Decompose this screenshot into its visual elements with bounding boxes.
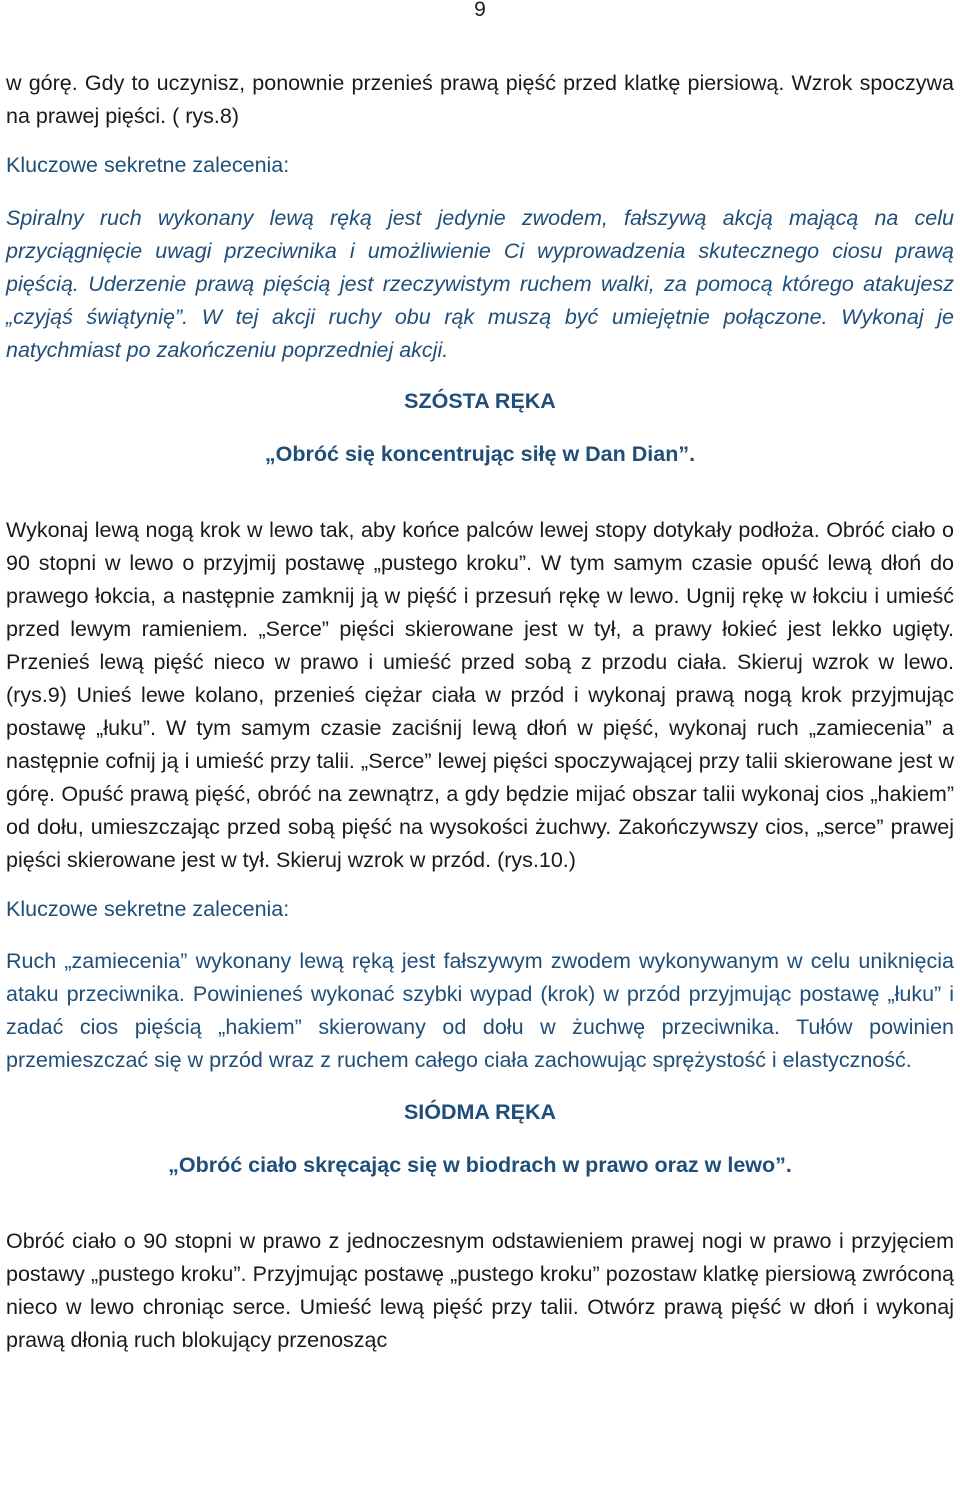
key-advice-heading-2: Kluczowe sekretne zalecenia: <box>6 897 290 921</box>
key-advice-text-2: Ruch „zamiecenia” wykonany lewą ręką jest fałszywym zwodem wykonywanym w celu uniknięcia ataku przeciwnika. Powinieneś wykonać szybki wypad (krok) w przód przyjmując postawę „łuku” i zadać cios pięścią „hakiem” skierowany od dołu w żuchwę przeciwnika. Tułów powinien przemieszczać się w przód wraz z ruchem całego ciała zachowując sprężystość i elastyczność. <box>6 949 954 1072</box>
section-7-body: Obróć ciało o 90 stopni w prawo z jednoczesnym odstawieniem prawej nogi w prawo i przyjęciem postawy „pustego kroku”. Przyjmując postawę „pustego kroku” pozostaw klatkę piersiową zwróconą nieco w lewo chroniąc serce. Umieść lewą pięść przy talii. Otwórz prawą pięść w dłoń i wykonaj prawą dłonią ruch blokujący przenosząc <box>6 1229 954 1352</box>
section-7-title: SIÓDMA RĘKA <box>403 1100 557 1124</box>
section-7-subtitle: „Obróć ciało skręcając się w biodrach w prawo oraz w lewo”. <box>168 1153 792 1177</box>
intro-paragraph: w górę. Gdy to uczynisz, ponownie przenieś prawą pięść przed klatkę piersiową. Wzrok spoczywa na prawej pięści. ( rys.8) <box>6 71 954 128</box>
section-6-body: Wykonaj lewą nogą krok w lewo tak, aby końce palców lewej stopy dotykały podłoża. Obróć ciało o 90 stopni w lewo o przyjmij postawę „pustego kroku”. W tym samym czasie opuść lewą dłoń do prawego łokcia, a następnie zamknij ją w pięść i przesuń rękę w lewo. Ugnij rękę w łokciu i umieść przed lewym ramieniem. „Serce” pięści skierowane jest w tył, a prawy łokieć jest lekko ugięty. Przenieś lewą pięść nieco w prawo i umieść przed sobą z przodu ciała. Skieruj wzrok w lewo. (rys.9) Unieś lewe kolano, przenieś ciężar ciała w przód i wykonaj prawą nogą krok przyjmując postawę „łuku”. W tym samym czasie zaciśnij lewą dłoń w pięść, wykonaj ruch „zamiecenia” a następnie cofnij ją i umieść przy talii. „Serce” lewej pięści spoczywającej przy talii skierowane jest w górę. Opuść prawą pięść, obróć na zewnątrz, a gdy będzie mijać obszar talii wykonaj cios „hakiem” od dołu, umieszczając przed sobą pięść na wysokości żuchwy. Zakończywszy cios, „serce” prawej pięści skierowane jest w tył. Skieruj wzrok w przód. (rys.10.) <box>6 518 954 872</box>
document-body <box>6 67 954 1357</box>
key-advice-text-1: Spiralny ruch wykonany lewą ręką jest jedynie zwodem, fałszywą akcją mającą na celu przyciągnięcie uwagi przeciwnika i umożliwienie Ci wyprowadzenia skutecznego ciosu prawą pięścią. Uderzenie prawą pięścią jest rzeczywistym ruchem walki, za pomocą którego atakujesz „czyjąś świątynię”. W tej akcji ruchy obu rąk muszą być umiejętnie połączone. Wykonaj je natychmiast po zakończeniu poprzedniej akcji. <box>6 206 954 362</box>
section-6-title: SZÓSTA RĘKA <box>404 389 556 413</box>
key-advice-heading-1: Kluczowe sekretne zalecenia: <box>6 153 290 177</box>
section-6-subtitle: „Obróć się koncentrując siłę w Dan Dian”. <box>264 442 696 466</box>
page-number: 9 <box>474 0 486 21</box>
